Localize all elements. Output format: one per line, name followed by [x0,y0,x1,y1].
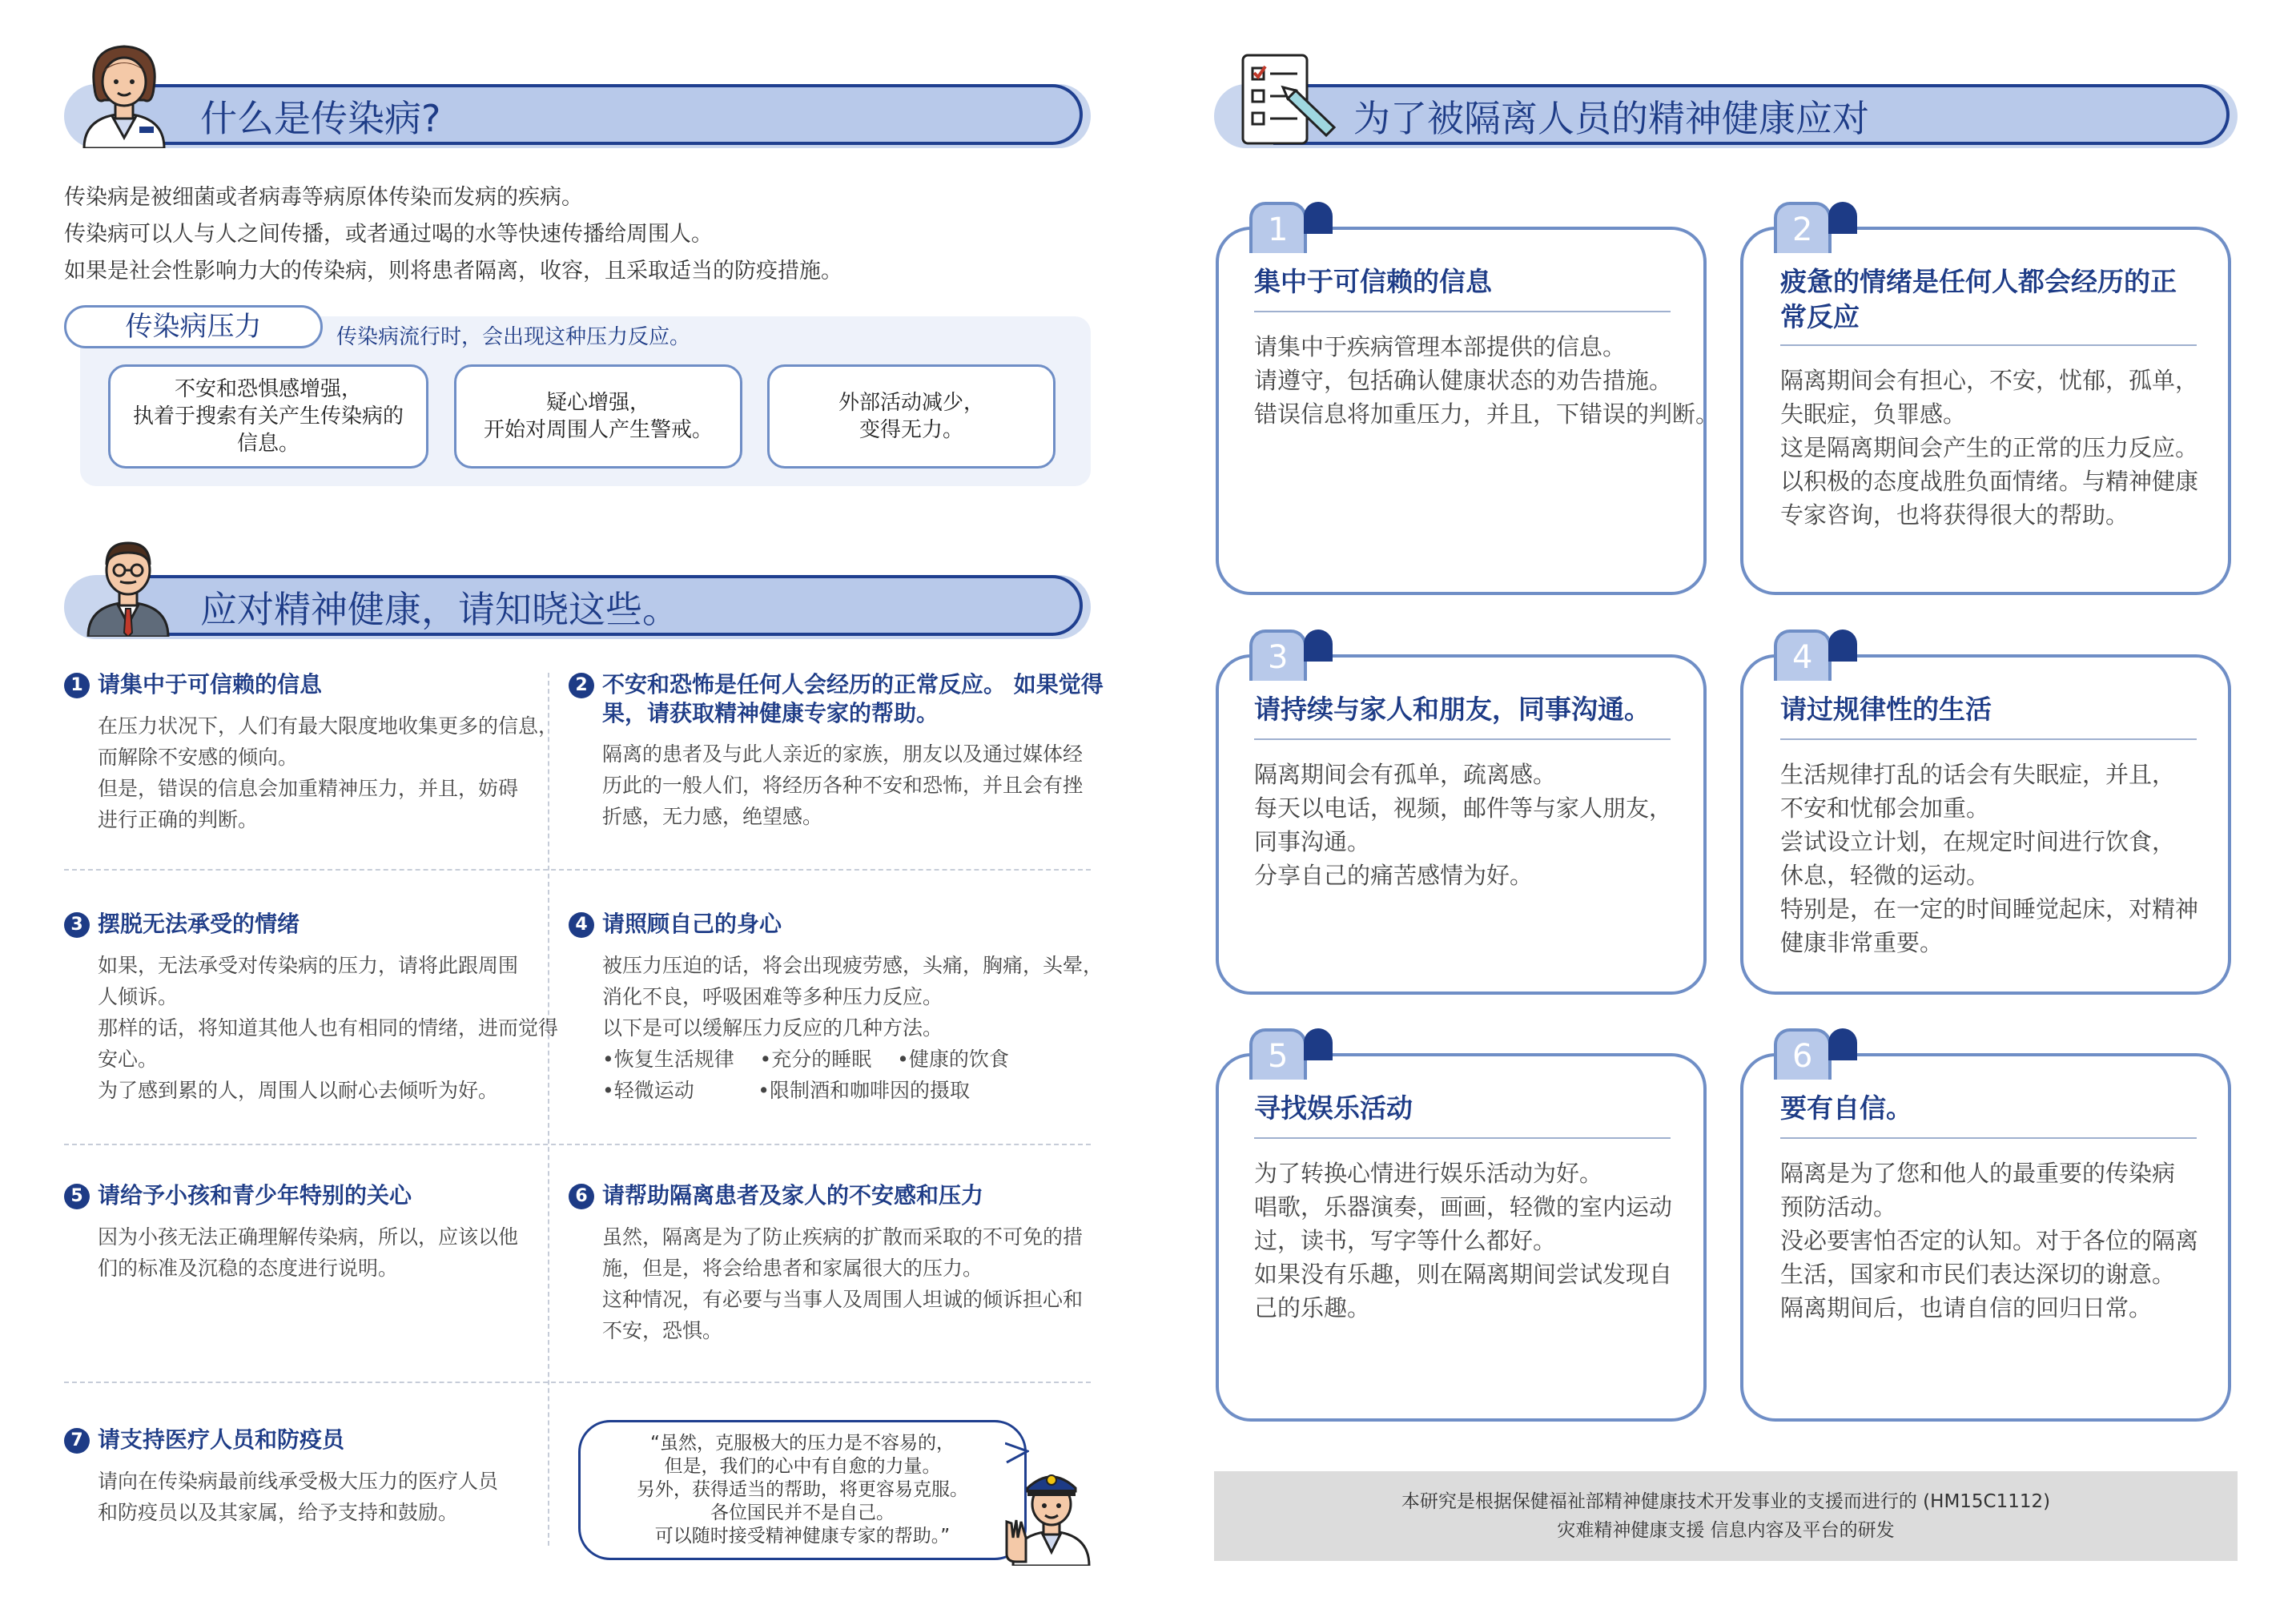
card-line: 休息，轻微的运动。 [1780,862,1990,889]
tip-line: 消化不良，呼吸困难等多种压力反应。 [602,985,943,1008]
tip-title-text: 请给予小孩和青少年特别的关心 [98,1182,412,1209]
quote-line: 但是，我们的心中有自愈的力量。 [664,1456,941,1477]
tip-line: 隔离的患者及与此人亲近的家族，朋友以及通过媒体经 [602,742,1084,766]
male-worker-icon [84,529,172,637]
tip-6-title [569,1181,983,1210]
tip-line: •轻微运动 •限制酒和咖啡因的摄取 [602,1079,970,1102]
stress-card-line: 外部活动减少， [838,391,984,415]
quote-line: “虽然，克服极大的压力是不容易的， [650,1433,955,1454]
tip-3-title [64,910,300,939]
tip-line: 安心。 [98,1048,159,1071]
card-3-tab-accent [1304,629,1333,662]
card-1-tab-accent [1304,202,1333,234]
quote-bubble [578,1420,1027,1560]
tip-title-text: 不安和恐怖是任何人会经历的正常反应。 如果觉得 [602,671,1104,698]
card-2-number: 2 [1792,211,1813,248]
tip-title-text: 果，请获取精神健康专家的帮助。 [602,700,939,726]
tip-line: 们的标准及沉稳的态度进行说明。 [98,1257,399,1280]
card-line: 没必要害怕否定的认知。对于各位的隔离 [1780,1227,2199,1254]
tip-line: 不安，恐惧。 [602,1319,723,1342]
tip-number-badge: 5 [64,1184,90,1209]
card-5-title [1254,1091,1413,1126]
stress-card-line: 不安和恐惧感增强， [174,377,362,401]
card-line: 隔离期间会有孤单，疏离感。 [1254,761,1557,788]
tip-title-text: 摆脱无法承受的情绪 [98,911,300,937]
tip-number-badge: 1 [64,673,90,698]
card-6-rule [1780,1137,2197,1139]
checklist-icon [1240,52,1344,148]
card-line: 己的乐趣。 [1254,1294,1371,1321]
tip-3-body [98,950,558,1106]
card-line: 特别是，在一定的时间睡觉起床，对精神 [1780,895,2199,923]
tip-5-body [98,1221,518,1284]
card-line: 每天以电话，视频，邮件等与家人朋友， [1254,794,1673,822]
card-3-rule [1254,738,1671,740]
card-4-body [1780,758,2198,959]
tip-line: 请向在传染病最前线承受极大压力的医疗人员 [98,1470,499,1493]
card-2-rule [1780,344,2197,346]
tip-1-title [64,670,322,699]
footer-credit [1214,1471,2238,1561]
card-2-title [1780,264,2177,335]
card-line: 专家咨询，也将获得很大的帮助。 [1780,501,2129,529]
tip-title-text: 请帮助隔离患者及家人的不安感和压力 [602,1182,984,1209]
card-line: 隔离期间会有担心，不安，忧郁，孤单， [1780,367,2199,394]
card-line: 请遵守，包括确认健康状态的劝告措施。 [1254,367,1673,394]
tip-line: 和防疫员以及其家属，给予支持和鼓励。 [98,1501,459,1524]
tip-number-badge: 3 [64,912,90,938]
card-line: 错误信息将加重压力，并且，下错误的判断。 [1254,400,1719,428]
card-line: 唱歌，乐器演奏，画画，轻微的室内运动 [1254,1193,1673,1221]
right-title: 为了被隔离人员的精神健康应对 [1353,97,1869,140]
card-line: 生活，国家和市民们表达深切的谢意。 [1780,1261,2176,1288]
tip-line: 那样的话，将知道其他人也有相同的情绪，进而觉得 [98,1016,559,1040]
stress-card-1 [108,364,428,469]
section1-title: 什么是传染病? [200,97,441,140]
quote-line: 可以随时接受精神健康专家的帮助。” [654,1526,951,1547]
card-6-title [1780,1091,1912,1126]
card-line: 同事沟通。 [1254,828,1371,855]
card-2-body [1780,364,2198,532]
stress-label: 传染病压力 [64,305,323,348]
section1-intro [64,179,842,290]
card-line: 这是隔离期间会产生的正常的压力反应。 [1780,434,2199,461]
card-title-line: 集中于可信赖的信息 [1254,266,1492,297]
tip-6-body [602,1221,1083,1346]
card-6-number: 6 [1792,1038,1813,1075]
card-3-title [1254,692,1651,727]
tip-1-body [98,710,558,835]
tips-divider [64,1382,1091,1383]
intro-line: 传染病可以人与人之间传播，或者通过喝的水等快速传播给周围人。 [64,222,713,247]
card-4-number: 4 [1792,639,1813,676]
card-2-tab-accent [1828,202,1857,234]
card-1-title [1254,264,1492,300]
stress-card-2 [454,364,742,469]
tips-divider [64,869,1091,871]
tip-7-body [98,1466,498,1528]
tip-2-title [569,670,1104,728]
stress-note: 传染病流行时，会出现这种压力反应。 [336,325,691,349]
stress-card-line: 变得无力。 [858,418,963,442]
tip-number-badge: 6 [569,1184,594,1209]
card-line: 不安和忧郁会加重。 [1780,794,1990,822]
card-5-tab-accent [1304,1028,1333,1060]
intro-line: 传染病是被细菌或者病毒等病原体传染而发病的疾病。 [64,185,583,210]
female-doctor-icon [80,40,168,148]
quote-line: 各位国民并不是自己。 [710,1502,895,1523]
intro-line: 如果是社会性影响力大的传染病，则将患者隔离，收容，且采取适当的防疫措施。 [64,259,842,284]
card-5-rule [1254,1137,1671,1139]
tip-line: 折感，无力感，绝望感。 [602,805,823,828]
tip-line: 虽然，隔离是为了防止疾病的扩散而采取的不可免的措 [602,1225,1084,1249]
card-4-tab-accent [1828,629,1857,662]
tip-2-body [602,738,1083,832]
card-line: 如果没有乐趣，则在隔离期间尝试发现自 [1254,1261,1673,1288]
card-3-number: 3 [1268,639,1289,676]
card-line: 预防活动。 [1780,1193,1897,1221]
card-line: 隔离是为了您和他人的最重要的传染病 [1780,1160,2176,1187]
footer-line: 灾难精神健康支援 信息内容及平台的研发 [1557,1520,1895,1541]
quote-line: 另外，获得适当的帮助，将更容易克服。 [637,1479,968,1500]
card-line: 过，读书，写字等什么都好。 [1254,1227,1557,1254]
tip-line: 这种情况，有必要与当事人及周围人坦诚的倾诉担心和 [602,1288,1084,1311]
tip-title-text: 请照顾自己的身心 [602,911,782,937]
card-line: 分享自己的痛苦感情为好。 [1254,862,1534,889]
stress-card-line: 开始对周围人产生警戒。 [483,418,713,442]
stress-card-line: 执着于搜索有关产生传染病的 [132,404,404,428]
tip-number-badge: 4 [569,912,594,938]
tip-line: 如果，无法承受对传染病的压力，请将此跟周围 [98,954,519,977]
card-line: 请集中于疾病管理本部提供的信息。 [1254,333,1627,360]
card-1-body [1254,330,1719,431]
card-line: 生活规律打乱的话会有失眠症，并且， [1780,761,2176,788]
card-title-line: 寻找娱乐活动 [1254,1092,1413,1124]
card-3-body [1254,758,1672,892]
tip-7-title [64,1426,344,1454]
tip-line: 以下是可以缓解压力反应的几种方法。 [602,1016,943,1040]
card-title-line: 要有自信。 [1780,1092,1912,1124]
card-1-rule [1254,311,1671,312]
tip-line: 历此的一般人们，将经历各种不安和恐怖，并且会有挫 [602,774,1084,797]
card-line: 隔离期间后，也请自信的回归日常。 [1780,1294,2153,1321]
tip-number-badge: 7 [64,1428,90,1454]
police-officer-icon [1005,1450,1093,1566]
stress-card-3 [767,364,1056,469]
card-line: 健康非常重要。 [1780,929,1944,956]
card-5-number: 5 [1268,1038,1289,1075]
footer-line: 本研究是根据保健福祉部精神健康技术开发事业的支援而进行的 (HM15C1112) [1401,1491,2051,1512]
tip-number-badge: 2 [569,673,594,698]
card-line: 为了转换心情进行娱乐活动为好。 [1254,1160,1603,1187]
tip-line: 因为小孩无法正确理解传染病，所以，应该以他 [98,1225,519,1249]
tips-divider [64,1144,1091,1145]
stress-card-line: 疑心增强， [545,391,650,415]
tip-line: 但是，错误的信息会加重精神压力，并且，妨碍 [98,777,519,800]
card-1-number: 1 [1268,211,1289,248]
tip-line: •恢复生活规律 •充分的睡眠 •健康的饮食 [602,1048,1009,1071]
card-5-body [1254,1156,1672,1325]
tip-line: 在压力状况下，人们有最大限度地收集更多的信息， [98,714,559,738]
tip-4-title [569,910,782,939]
tip-line: 进行正确的判断。 [98,808,259,831]
card-line: 尝试设立计划，在规定时间进行饮食， [1780,828,2176,855]
card-line: 以积极的态度战胜负面情绪。与精神健康 [1780,468,2199,495]
card-title-line: 请持续与家人和朋友，同事沟通。 [1254,694,1651,725]
tip-line: 被压力压迫的话，将会出现疲劳感，头痛，胸痛，头晕， [602,954,1104,977]
card-line: 失眠症，负罪感。 [1780,400,1967,428]
tip-5-title [64,1181,412,1210]
tip-title-text: 请集中于可信赖的信息 [98,671,323,698]
section2-title: 应对精神健康，请知晓这些。 [200,588,679,631]
card-title-line: 请过规律性的生活 [1780,694,1992,725]
stress-card-line: 信息。 [236,432,300,456]
card-title-line: 常反应 [1780,301,1860,332]
tip-line: 人倾诉。 [98,985,179,1008]
card-4-rule [1780,738,2197,740]
card-title-line: 疲惫的情绪是任何人都会经历的正 [1780,266,2177,297]
tip-line: 施，但是，将会给患者和家属很大的压力。 [602,1257,983,1280]
tip-title-text: 请支持医疗人员和防疫员 [98,1426,345,1453]
card-6-tab-accent [1828,1028,1857,1060]
card-6-body [1780,1156,2198,1325]
tip-4-body [602,950,1103,1106]
tip-line: 而解除不安感的倾向。 [98,746,299,769]
tip-line: 为了感到累的人，周围人以耐心去倾听为好。 [98,1079,499,1102]
card-4-title [1780,692,1992,727]
